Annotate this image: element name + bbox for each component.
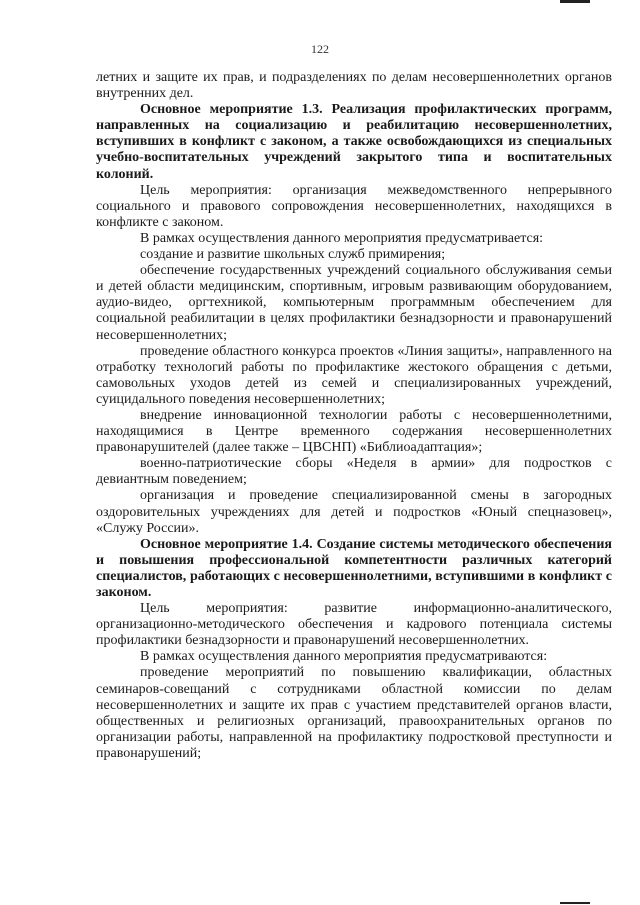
list-item: проведение областного конкурса проектов «Линия защиты», направленного на отработку технологий работы по профилактике жестокого обращения с детьми, самовольных уходов детей из семей и специализированных учреждений, суицидального поведения несовершеннолетних; [96, 343, 612, 407]
list-item: обеспечение государственных учреждений социального обслуживания семьи и детей области медицинским, спортивным, игровым развивающим оборудованием, аудио-видео, оргтехникой, компьютерным программным обеспечением для социальной реабилитации в целях профилактики безнадзорности и правонарушений несовершеннолетних; [96, 263, 612, 343]
list-item: организация и проведение специализированной смены в загородных оздоровительных учреждениях для детей и подростков «Юный спецназовец», «Служу России». [96, 488, 612, 536]
scan-artifact-top [560, 0, 590, 3]
section-heading-1-3: Основное мероприятие 1.3. Реализация профилактических программ, направленных на социализацию и реабилитацию несовершеннолетних, вступивших в конфликт с законом, а также освобождающихся из специальных учебно-воспитательных учреждений закрытого типа и воспитательных колоний. [96, 102, 612, 182]
list-item: военно-патриотические сборы «Неделя в армии» для подростков с девиантным поведением; [96, 456, 612, 488]
paragraph-intro-1-3: В рамках осуществления данного мероприятия предусматривается: [140, 230, 544, 246]
list-item: внедрение инновационной технологии работы с несовершеннолетними, находящимися в Центре временного содержания несовершеннолетних правонарушителей (далее также – ЦВСНП) «Библиоадаптация»; [96, 407, 612, 456]
paragraph-goal-1-3: Цель мероприятия: организация межведомственного непрерывного социального и правового сопровождения несовершеннолетних, находящихся в конфликте с законом. [96, 182, 612, 230]
list-item: проведение мероприятий по повышению квалификации, областных семинаров-совещаний с сотрудниками областной комиссии по делам несовершеннолетних и защите их прав с участием представителей органов власти, общественных и религиозных организаций, правоохранительных органов по организации работы, направленной на профилактику подростковой преступности и правонарушений; [96, 665, 612, 761]
paragraph-continuation: летних и защите их прав, и подразделениях по делам несовершеннолетних органов внутренних дел. [96, 70, 612, 102]
section-heading-1-4: Основное мероприятие 1.4. Создание системы методического обеспечения и повышения профессиональной компетентности различных категорий специалистов, работающих с несовершеннолетними, вступившими в конфликт с законом. [96, 536, 612, 600]
scan-artifact-bottom [560, 902, 590, 904]
list-item: создание и развитие школьных служб примирения; [140, 247, 446, 263]
document-body [96, 70, 612, 762]
paragraph-goal-1-4: Цель мероприятия: развитие информационно-аналитического, организационно-методического обеспечения и кадрового потенциала системы профилактики безнадзорности и правонарушений несовершеннолетних. [96, 601, 612, 649]
paragraph-intro-1-4: В рамках осуществления данного мероприятия предусматриваются: [140, 649, 548, 665]
page-number: 122 [311, 42, 329, 56]
